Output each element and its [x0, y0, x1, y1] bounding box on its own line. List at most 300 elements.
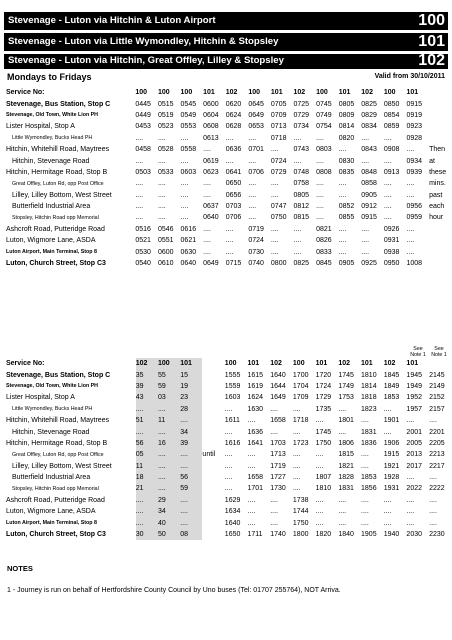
time-cell: .... — [180, 449, 202, 460]
time-cell: 0950 — [383, 260, 400, 268]
stop-name: Luton Airport, Main Terminal, Stop 8 — [6, 249, 97, 256]
time-cell — [202, 495, 224, 506]
time-cell: .... — [135, 134, 144, 142]
time-cell: .... — [270, 496, 278, 504]
time-cell: 0959 — [406, 214, 423, 222]
table-row — [6, 178, 452, 189]
time-cell: .... — [383, 134, 392, 142]
time-cell: 1718 — [292, 417, 309, 425]
table-row — [6, 190, 452, 201]
time-cell: 0540 — [135, 260, 151, 268]
time-cell: 1853 — [361, 474, 377, 482]
time-cell: 1630 — [247, 405, 264, 413]
time-cell: .... — [180, 495, 202, 506]
time-cell: 0908 — [383, 146, 400, 154]
time-cell: 0803 — [316, 146, 332, 154]
time-cell: 0928 — [406, 134, 423, 142]
time-cell: 0523 — [157, 123, 174, 131]
time-cell: 0453 — [135, 123, 151, 131]
time-cell: 11 — [158, 415, 180, 426]
stop-name: Stevenage, Old Town, White Lion PH — [6, 112, 99, 119]
time-cell: 2205 — [429, 439, 445, 447]
table-row — [6, 483, 452, 494]
time-cell: 0706 — [225, 214, 242, 222]
time-cell: 1703 — [270, 439, 286, 447]
time-cell — [202, 426, 224, 437]
time-cell: .... — [247, 451, 256, 459]
time-cell: .... — [315, 496, 324, 504]
service-number: 101 — [180, 358, 202, 369]
time-cell: 1644 — [270, 382, 286, 390]
time-cell: 50 — [158, 529, 180, 540]
valid-from: Valid from 30/10/2011 — [374, 73, 445, 80]
route-title: Stevenage - Luton via Little Wymondley, Hitchin & Stopsley — [8, 36, 279, 47]
time-cell: 18 — [136, 472, 158, 483]
time-cell: .... — [361, 462, 369, 470]
time-cell: 1634 — [224, 508, 241, 516]
time-cell: 39 — [136, 381, 158, 392]
time-cell: 0650 — [225, 180, 242, 188]
time-cell: 11 — [136, 461, 158, 472]
time-cell: 0600 — [157, 248, 174, 256]
time-cell: 2213 — [429, 451, 445, 459]
stop-name: Hitchin, Hermitage Road, Stop B — [6, 439, 108, 447]
time-cell: 1750 — [292, 519, 309, 527]
time-cell: .... — [361, 134, 370, 142]
time-cell: .... — [406, 474, 415, 482]
time-cell: 0931 — [383, 237, 400, 245]
time-cell: .... — [292, 485, 301, 493]
see-note-label: See Note 1 — [431, 346, 447, 358]
time-cell: 2230 — [429, 531, 445, 539]
service-number: 100 — [158, 358, 180, 369]
time-cell: 0905 — [361, 191, 377, 199]
route-header-100 — [4, 12, 448, 30]
table-row — [6, 392, 452, 403]
time-cell: 0703 — [225, 203, 242, 211]
time-cell: 1945 — [406, 371, 422, 379]
time-cell: .... — [293, 225, 302, 233]
time-cell: 0713 — [270, 123, 287, 131]
time-cell: 1831 — [338, 485, 354, 493]
time-cell: .... — [292, 405, 301, 413]
time-cell: 21 — [136, 483, 158, 494]
time-cell: 2013 — [406, 451, 422, 459]
time-cell: .... — [158, 461, 180, 472]
time-cell: 0912 — [361, 203, 377, 211]
time-cell: .... — [338, 191, 347, 199]
frequency-text: mins. — [429, 180, 446, 188]
time-cell: 0551 — [157, 237, 174, 245]
time-cell: .... — [270, 405, 278, 413]
time-cell — [202, 472, 224, 483]
route-number: 100 — [418, 12, 445, 29]
service-number: 100 — [248, 89, 260, 97]
table-row — [6, 495, 452, 506]
time-cell: 1640 — [224, 519, 241, 527]
time-cell: 0628 — [225, 123, 242, 131]
service-number: 101 — [270, 89, 283, 97]
service-number: 102 — [361, 89, 373, 97]
time-cell: 1820 — [315, 531, 332, 539]
time-cell: 1616 — [224, 439, 241, 447]
time-cell: .... — [224, 474, 233, 482]
time-cell: 0445 — [135, 100, 151, 108]
time-cell: .... — [158, 483, 180, 494]
time-cell: .... — [293, 134, 302, 142]
time-cell: .... — [292, 474, 301, 482]
stop-name: Little Wymondley, Bucks Head PH — [12, 406, 93, 413]
time-cell: 19 — [180, 381, 202, 392]
time-cell: .... — [315, 508, 324, 516]
service-number: 102 — [225, 89, 238, 97]
time-cell: 08 — [180, 529, 202, 540]
time-cell: 2022 — [406, 485, 422, 493]
time-cell: 0812 — [293, 203, 310, 211]
time-cell: .... — [247, 462, 256, 470]
time-cell: 2030 — [406, 531, 422, 539]
time-cell: 0516 — [135, 225, 151, 233]
time-cell: 1640 — [270, 371, 286, 379]
service-header-row — [6, 87, 452, 98]
time-cell: 1931 — [383, 485, 400, 493]
time-cell: 0850 — [383, 100, 400, 108]
time-cell: 0719 — [248, 225, 264, 233]
stop-name: Stevenage, Bus Station, Stop C — [6, 100, 111, 108]
time-cell: 1856 — [361, 485, 377, 493]
time-cell: 1603 — [224, 394, 241, 402]
time-cell: 0859 — [383, 123, 400, 131]
frequency-text: at — [429, 157, 435, 165]
time-cell: 1905 — [361, 531, 377, 539]
time-cell: .... — [248, 180, 257, 188]
time-cell: 34 — [180, 426, 202, 437]
time-cell: 0449 — [135, 111, 151, 119]
time-cell: 1615 — [247, 371, 264, 379]
time-cell: 0521 — [135, 237, 151, 245]
time-cell: 0613 — [203, 134, 219, 142]
time-cell: .... — [225, 248, 234, 256]
table-row — [6, 449, 452, 460]
time-cell: 59 — [180, 483, 202, 494]
time-cell: .... — [316, 134, 324, 142]
timetable-morning — [6, 87, 452, 269]
time-cell: 1801 — [338, 417, 354, 425]
table-row — [6, 258, 452, 269]
time-cell: .... — [136, 404, 158, 415]
time-cell — [202, 392, 224, 403]
time-cell: .... — [383, 428, 392, 436]
service-number — [202, 358, 224, 369]
stop-name: Stevenage, Old Town, White Lion PH — [6, 383, 99, 390]
service-number: 101 — [247, 360, 260, 368]
time-cell: 1810 — [315, 485, 332, 493]
time-cell: 1658 — [270, 417, 286, 425]
frequency-text: hour — [429, 214, 444, 222]
time-cell: .... — [158, 449, 180, 460]
time-cell: 2157 — [429, 405, 445, 413]
table-row — [6, 212, 452, 223]
time-cell: 0938 — [383, 248, 400, 256]
stop-name: Hitchin, Whitehill Road, Maytrees — [6, 417, 110, 425]
time-cell — [202, 506, 224, 517]
time-cell: 0939 — [406, 168, 423, 176]
stop-name: Stopsley, Hitchin Road opp Memorial — [12, 485, 99, 492]
time-cell: 0734 — [293, 123, 310, 131]
frequency-text: these — [429, 168, 447, 176]
note-1: 1 - Journey is run on behalf of Hertfordshire County Council by Uno buses (Tel: 01707 255764), NOT Arriva. — [7, 587, 341, 594]
service-number: 101 — [406, 360, 419, 368]
time-cell: .... — [338, 508, 347, 516]
time-cell: .... — [383, 191, 392, 199]
time-cell — [202, 415, 224, 426]
stop-name: Lister Hospital, Stop A — [6, 394, 75, 402]
time-cell: 1921 — [383, 462, 400, 470]
time-cell: 0705 — [270, 100, 287, 108]
stop-name: Ashcroft Road, Putteridge Road — [6, 225, 105, 233]
time-cell: 1818 — [361, 394, 377, 402]
time-cell — [202, 461, 224, 472]
time-cell: 0808 — [316, 168, 332, 176]
time-cell: 0503 — [135, 168, 151, 176]
table-row — [6, 110, 452, 121]
service-number: 101 — [315, 360, 328, 368]
time-cell: 1720 — [315, 371, 332, 379]
stop-name: Great Offley, Luton Rd, opp Post Office — [12, 180, 104, 187]
time-cell: 1008 — [406, 260, 423, 268]
time-cell: .... — [270, 248, 279, 256]
stop-name: Luton, Wigmore Lane, ASDA — [6, 508, 96, 516]
time-cell: 0820 — [338, 134, 355, 142]
service-number: 102 — [293, 89, 306, 97]
time-cell: 1727 — [270, 474, 286, 482]
time-cell: 1650 — [224, 531, 241, 539]
service-number: 102 — [270, 360, 282, 368]
time-cell: .... — [135, 180, 144, 188]
time-cell: .... — [429, 496, 437, 504]
time-cell: .... — [203, 180, 211, 188]
frequency-text: Then — [429, 146, 446, 154]
time-cell: 1700 — [292, 371, 309, 379]
table-row — [6, 246, 452, 257]
time-cell: 2201 — [429, 428, 445, 436]
time-cell: 1749 — [338, 382, 354, 390]
service-number: 102 — [338, 360, 350, 368]
table-row — [6, 438, 452, 449]
time-cell: 1709 — [292, 394, 309, 402]
time-cell: 1806 — [338, 439, 354, 447]
time-cell: .... — [136, 426, 158, 437]
time-cell: 1928 — [383, 474, 400, 482]
time-cell: 0809 — [338, 111, 355, 119]
time-cell: 28 — [180, 404, 202, 415]
time-cell: .... — [224, 462, 233, 470]
time-cell: .... — [361, 237, 370, 245]
route-number: 102 — [418, 52, 445, 69]
time-cell: 0718 — [270, 134, 287, 142]
time-cell: 1821 — [338, 462, 354, 470]
table-row — [6, 426, 452, 437]
time-cell: .... — [248, 203, 257, 211]
time-cell: 43 — [136, 392, 158, 403]
time-cell: .... — [383, 203, 392, 211]
time-cell: 55 — [158, 369, 180, 380]
time-cell: 0754 — [316, 123, 332, 131]
time-cell: .... — [361, 451, 369, 459]
time-cell: 03 — [158, 392, 180, 403]
time-cell: 0620 — [225, 100, 242, 108]
table-row — [6, 121, 452, 132]
time-cell: .... — [158, 404, 180, 415]
time-cell — [202, 381, 224, 392]
time-cell: 1800 — [292, 531, 309, 539]
time-cell: .... — [248, 191, 257, 199]
route-header-101 — [4, 33, 448, 51]
time-cell: .... — [136, 506, 158, 517]
service-number: 100 — [157, 89, 170, 97]
time-cell: .... — [157, 214, 166, 222]
time-cell: 0919 — [406, 111, 423, 119]
time-cell: .... — [225, 134, 234, 142]
time-cell: 0528 — [157, 146, 174, 154]
time-cell: 0616 — [180, 225, 197, 233]
time-cell: .... — [406, 237, 415, 245]
time-cell — [202, 483, 224, 494]
service-header-row — [6, 358, 452, 369]
time-cell: .... — [180, 180, 189, 188]
time-cell: 0845 — [316, 260, 332, 268]
time-cell: .... — [338, 428, 347, 436]
table-row — [6, 98, 452, 109]
time-cell: .... — [316, 214, 324, 222]
time-cell: .... — [338, 146, 347, 154]
time-cell: .... — [383, 508, 392, 516]
stop-name: Butterfield Industrial Area — [12, 203, 91, 211]
stop-name: Ashcroft Road, Putteridge Road — [6, 496, 105, 504]
time-cell: 0706 — [248, 168, 264, 176]
time-cell: 1853 — [383, 394, 400, 402]
time-cell: .... — [180, 134, 189, 142]
time-cell: .... — [225, 225, 234, 233]
time-cell: 0826 — [316, 237, 332, 245]
stop-name: Hitchin, Stevenage Road — [12, 157, 90, 165]
time-cell: 0926 — [383, 225, 400, 233]
time-cell: 0833 — [316, 248, 332, 256]
stop-name: Great Offley, Luton Rd, opp Post Office — [12, 451, 104, 458]
time-cell: .... — [429, 474, 437, 482]
time-cell: 0821 — [316, 225, 332, 233]
time-cell: 0905 — [338, 260, 355, 268]
time-cell: .... — [135, 191, 144, 199]
time-cell: 0758 — [293, 180, 310, 188]
time-cell: 0649 — [248, 111, 264, 119]
time-cell: 1641 — [247, 439, 264, 447]
time-cell: 1828 — [338, 474, 354, 482]
table-row — [6, 133, 452, 144]
time-cell: .... — [316, 203, 324, 211]
time-cell: 1629 — [224, 496, 241, 504]
time-cell: 51 — [136, 415, 158, 426]
time-cell: 1915 — [383, 451, 400, 459]
time-cell: 1730 — [270, 485, 286, 493]
time-cell: 0640 — [180, 260, 197, 268]
time-cell: 0545 — [180, 100, 197, 108]
time-cell: 0749 — [316, 111, 332, 119]
time-cell: .... — [248, 157, 257, 165]
time-cell: .... — [203, 225, 211, 233]
time-cell: .... — [270, 237, 279, 245]
table-row — [6, 404, 452, 415]
time-cell: 1745 — [338, 371, 354, 379]
time-cell: .... — [406, 146, 415, 154]
time-cell: 0553 — [180, 123, 197, 131]
time-cell: 0825 — [361, 100, 377, 108]
time-cell: 0800 — [270, 260, 287, 268]
service-number: 100 — [180, 89, 193, 97]
time-cell: .... — [383, 214, 392, 222]
time-cell: 0829 — [361, 111, 377, 119]
stop-name: Luton Airport, Main Terminal, Stop 8 — [6, 520, 97, 527]
service-number: 100 — [135, 89, 148, 97]
time-cell: .... — [180, 506, 202, 517]
time-cell: 1836 — [361, 439, 377, 447]
table-row — [6, 201, 452, 212]
time-cell: 1750 — [315, 439, 332, 447]
time-cell: .... — [247, 519, 256, 527]
time-cell — [202, 438, 224, 449]
time-cell: .... — [361, 417, 369, 425]
time-cell: .... — [383, 405, 392, 413]
time-cell: 1849 — [383, 382, 400, 390]
time-cell: 1649 — [270, 394, 286, 402]
time-cell: 0745 — [316, 100, 332, 108]
time-cell: 0637 — [203, 203, 219, 211]
time-cell: 0830 — [338, 157, 355, 165]
time-cell: .... — [293, 237, 302, 245]
service-number: 102 — [136, 358, 158, 369]
time-cell: 0825 — [293, 260, 310, 268]
time-cell: .... — [383, 180, 392, 188]
route-title: Stevenage - Luton via Hitchin & Luton Airport — [8, 15, 216, 26]
time-cell: 1901 — [383, 417, 400, 425]
time-cell: .... — [361, 519, 369, 527]
time-cell: 0458 — [135, 146, 151, 154]
time-cell: 0624 — [225, 111, 242, 119]
stop-name: Hitchin, Hermitage Road, Stop B — [6, 168, 108, 176]
time-cell: 1740 — [270, 531, 286, 539]
time-cell: .... — [315, 519, 324, 527]
time-cell: .... — [180, 191, 189, 199]
stop-name: Stevenage, Bus Station, Stop C — [6, 371, 111, 379]
time-cell: 1658 — [247, 474, 264, 482]
time-cell: 2017 — [406, 462, 422, 470]
time-cell: 1711 — [247, 531, 263, 539]
time-cell: 2145 — [429, 371, 445, 379]
time-cell: 2005 — [406, 439, 422, 447]
time-cell: 0641 — [225, 168, 242, 176]
time-cell: 1952 — [406, 394, 422, 402]
table-row — [6, 415, 452, 426]
time-cell: .... — [180, 203, 189, 211]
time-cell: 1845 — [383, 371, 400, 379]
time-cell: 1940 — [383, 531, 400, 539]
time-cell: .... — [225, 237, 234, 245]
time-cell: .... — [136, 495, 158, 506]
time-cell: 16 — [158, 438, 180, 449]
time-cell: 0848 — [361, 168, 377, 176]
time-cell: .... — [338, 496, 347, 504]
service-number: 101 — [203, 89, 215, 97]
